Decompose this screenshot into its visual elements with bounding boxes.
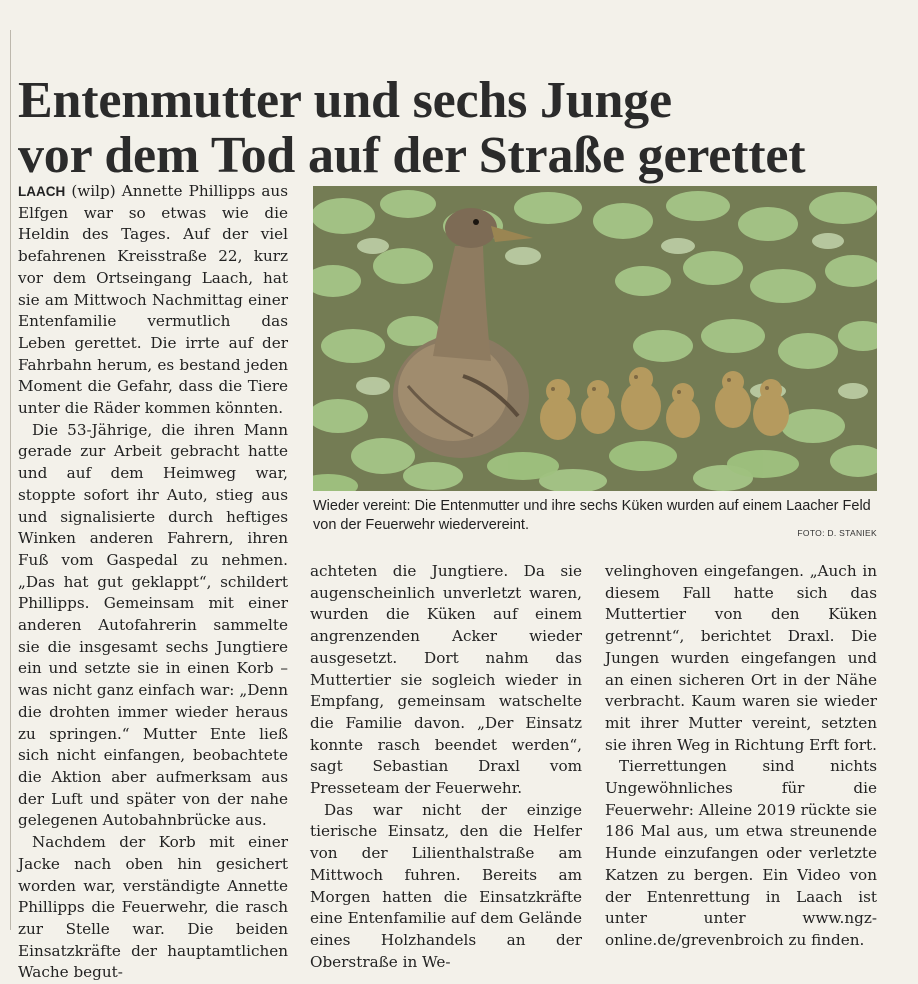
- article-column-3: [605, 561, 877, 952]
- paragraph: Das war nicht der einzige tierische Einsatz, den die Helfer von der Lilienthalstraße am Mittwoch fuhren. Bereits am Morgen hatten die Einsatzkräfte eine Entenfamilie auf dem Gelände eines Holzhandels an der Oberstraße in We-: [310, 800, 582, 971]
- dateline: LAACH: [18, 184, 66, 199]
- paragraph-text: (wilp) Annette Phillipps aus Elfgen war so etwas wie die Heldin des Tages. Auf der viel befahrenen Kreisstraße 22, kurz vor dem Ortseingang Laach, hat sie am Mittwoch Nachmittag einer Entenfamilie vermutlich das Leben gerettet. Die irrte auf der Fahrbahn herum, es bestand jeden Moment die Gefahr, dass die Tiere unter die Räder kommen könnten.: [18, 182, 289, 418]
- paragraph: [18, 181, 288, 420]
- article-column-1: [18, 181, 288, 984]
- photo-caption: Wieder vereint: Die Entenmutter und ihre sechs Küken wurden auf einem Laacher Feld von der Feuerwehr wiedervereint.: [313, 498, 871, 533]
- photo-illustration: [313, 186, 877, 491]
- duck-family-photo: [313, 186, 877, 491]
- article-column-2: [310, 561, 582, 973]
- column-rule: [10, 30, 11, 930]
- paragraph: achteten die Jungtiere. Da sie augenscheinlich unverletzt waren, wurden die Küken auf einem angrenzenden Acker wieder ausgesetzt. Dort nahm das Muttertier sie sogleich wieder in Empfang, gemeinsam watschelte die Familie davon. „Der Einsatz konnte rasch beendet werden“, sagt Sebastian Draxl vom Presseteam der Feuerwehr.: [310, 562, 582, 798]
- headline-line-1: Entenmutter und sechs Junge: [18, 71, 672, 129]
- paragraph: Die 53-Jährige, die ihren Mann gerade zur Arbeit gebracht hatte und auf dem Heimweg war, stoppte sofort ihr Auto, stieg aus und signalisierte durch heftiges Winken anderen Fahrern, ihren Fuß vom Gaspedal zu nehmen. „Das hat gut geklappt“, schildert Phillipps. Gemeinsam mit einer anderen Autofahrerin sammelte sie die insgesamt sechs Jungtiere ein und setzte sie in einen Korb – was nicht ganz einfach war: „Denn die drohten immer wieder heraus zu springen.“ Mutter Ente ließ sich nicht einfangen, beobachtete die Aktion aber aufmerksam aus der Luft und später von der nahe gelegenen Autobahnbrücke aus.: [18, 420, 288, 830]
- headline-line-2: vor dem Tod auf der Straße gerettet: [18, 126, 806, 184]
- headline: [18, 73, 898, 183]
- paragraph: velinghoven eingefangen. „Auch in diesem Fall hatte sich das Muttertier von den Küken getrennt“, berichtet Draxl. Die Jungen wurden eingefangen und an einen sicheren Ort in der Nähe verbracht. Kaum waren sie wieder mit ihrer Mutter vereint, setzten sie ihren Weg in Richtung Erft fort.: [605, 562, 877, 754]
- photo-credit: FOTO: D. STANIEK: [797, 528, 877, 538]
- paragraph: Tierrettungen sind nichts Ungewöhnliches für die Feuerwehr: Alleine 2019 rückte sie 186 Mal aus, um etwa streunende Hunde einzufangen oder verletzte Katzen zu bergen. Ein Video von der Entenrettung in Laach ist unter unter www.ngz-online.de/grevenbroich zu finden.: [605, 757, 877, 949]
- paragraph: Nachdem der Korb mit einer Jacke nach oben hin gesichert worden war, verständigte Annette Phillipps die Feuerwehr, die rasch zur Stelle war. Die beiden Einsatzkräfte der hauptamtlichen Wache begut-: [18, 833, 288, 982]
